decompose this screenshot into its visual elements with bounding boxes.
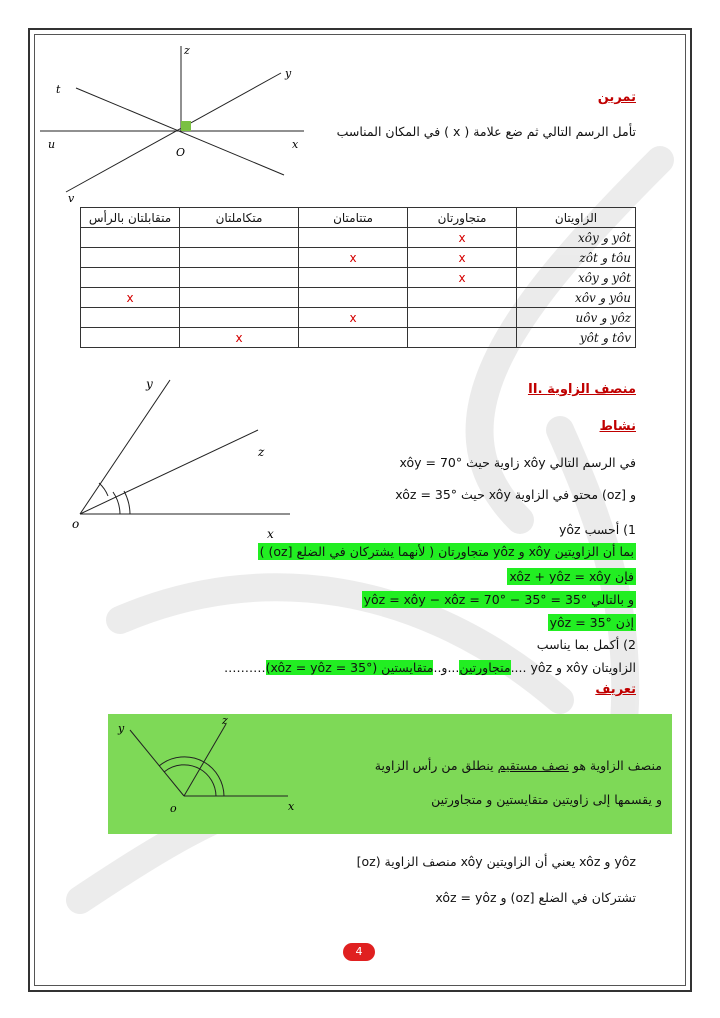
exercise-figure	[36, 40, 326, 210]
definition-line1	[375, 758, 662, 773]
exercise-heading: تمرين	[597, 90, 636, 105]
table-body	[81, 228, 636, 348]
mark-cell	[299, 228, 408, 248]
mark-cell: x	[408, 268, 517, 288]
mark-cell	[299, 328, 408, 348]
mark-cell	[180, 308, 299, 328]
label-o: O	[176, 146, 186, 159]
table-row	[81, 228, 636, 248]
q2-prefix: الزاويتان xôy و yôz ....	[510, 660, 636, 675]
angle-pair-cell: yôz و uôv	[517, 308, 636, 328]
def-label-z: z	[222, 714, 228, 727]
def-label-y: y	[118, 722, 125, 735]
mark-cell: x	[81, 288, 180, 308]
header-vertical: متقابلتان بالرأس	[81, 208, 180, 228]
def-label-x: x	[288, 800, 295, 813]
angles-table	[80, 207, 636, 348]
answer-line4: إذن yôz = 35°	[549, 615, 634, 630]
mark-cell: x	[299, 248, 408, 268]
label-z: z	[184, 44, 190, 57]
header-supplementary: متكاملتان	[180, 208, 299, 228]
header-adjacent: متجاورتان	[408, 208, 517, 228]
angle-pair-cell: yôt و xôy	[517, 228, 636, 248]
q2-fill-adjacent: متجاورتين	[459, 660, 511, 675]
def-line1-a: منصف الزاوية هو	[572, 758, 662, 773]
mark-cell	[180, 228, 299, 248]
page-number-badge: 4	[343, 943, 375, 961]
bisector-figure	[60, 376, 300, 541]
label-u: u	[48, 138, 56, 151]
mark-cell: x	[180, 328, 299, 348]
label-v: v	[68, 192, 75, 205]
mark-cell	[81, 228, 180, 248]
mark-cell	[81, 328, 180, 348]
table-row	[81, 248, 636, 268]
footer-line2: تشتركان في الضلع [oz) و xôz = yôz	[435, 890, 636, 905]
exercise-instruction: تأمل الرسم التالي ثم ضع علامة ( x ) في المكان المناسب	[336, 124, 636, 139]
angle-pair-cell: yôu و xôv	[517, 288, 636, 308]
table-row	[81, 268, 636, 288]
def-line1-b: ينطلق من رأس الزاوية	[374, 758, 494, 773]
mark-cell: x	[408, 228, 517, 248]
definition-box	[108, 714, 672, 834]
answer-line1: بما أن الزاويتين xôy و yôz متجاورتان ( لأنهما يشتركان في الضلع [oz) )	[259, 544, 634, 559]
mark-cell	[408, 308, 517, 328]
label-x: x	[292, 138, 299, 151]
mark-cell: x	[408, 248, 517, 268]
activity-line1: في الرسم التالي xôy زاوية حيث xôy = 70°	[399, 455, 636, 470]
def-label-o: o	[170, 802, 177, 815]
mark-cell	[180, 268, 299, 288]
header-complementary: متتامتان	[299, 208, 408, 228]
angle-pair-cell: tôv و yôt	[517, 328, 636, 348]
question-1: 1) أحسب yôz	[558, 522, 636, 537]
q2-mid: ...و..	[433, 660, 460, 675]
mark-cell	[408, 328, 517, 348]
angle-pair-cell: yôt و xôy	[517, 268, 636, 288]
def-line1-underlined: نصف مستقيم	[497, 758, 569, 773]
definition-figure	[108, 714, 308, 824]
question-2: 2) أكمل بما يناسب	[536, 637, 636, 652]
table-row	[81, 288, 636, 308]
mark-cell	[81, 268, 180, 288]
activity-line2: و [oz) محتو في الزاوية xôy حيث xôz = 35°	[395, 487, 636, 502]
question-2-answer	[224, 660, 636, 675]
header-pair: الزاويتان	[517, 208, 636, 228]
label-y: y	[285, 67, 292, 80]
mark-cell	[180, 248, 299, 268]
activity-heading: نشاط	[599, 419, 636, 434]
fig2-label-x: x	[267, 527, 274, 541]
section2-title: II. منصف الزاوية	[527, 382, 636, 397]
mark-cell	[180, 288, 299, 308]
fig2-label-y: y	[146, 377, 153, 391]
table-header-row	[81, 208, 636, 228]
label-t: t	[56, 83, 61, 96]
table-row	[81, 308, 636, 328]
q2-fill-equal: متقايستين (xôz = yôz = 35°)	[265, 660, 434, 675]
answer-line2: فإن xôz + yôz = xôy	[509, 569, 634, 584]
angle-pair-cell: tôu و zôt	[517, 248, 636, 268]
mark-cell: x	[299, 308, 408, 328]
definition-heading: تعريف	[595, 682, 636, 697]
definition-line2: و يقسمها إلى زاويتين متقايستين و متجاورتين	[431, 792, 662, 807]
footer-line1: [oz) منصف الزاوية xôy يعني أن الزاويتين xôz و yôz	[356, 854, 636, 869]
mark-cell	[81, 308, 180, 328]
answer-line3: و بالتالي yôz = xôy − xôz = 70° − 35° = 35°	[363, 592, 634, 607]
table-row	[81, 328, 636, 348]
mark-cell	[299, 268, 408, 288]
mark-cell	[408, 288, 517, 308]
mark-cell	[299, 288, 408, 308]
fig2-label-o: o	[72, 517, 80, 531]
q2-suffix: ……….	[224, 660, 266, 675]
fig2-label-z: z	[258, 445, 265, 459]
mark-cell	[81, 248, 180, 268]
